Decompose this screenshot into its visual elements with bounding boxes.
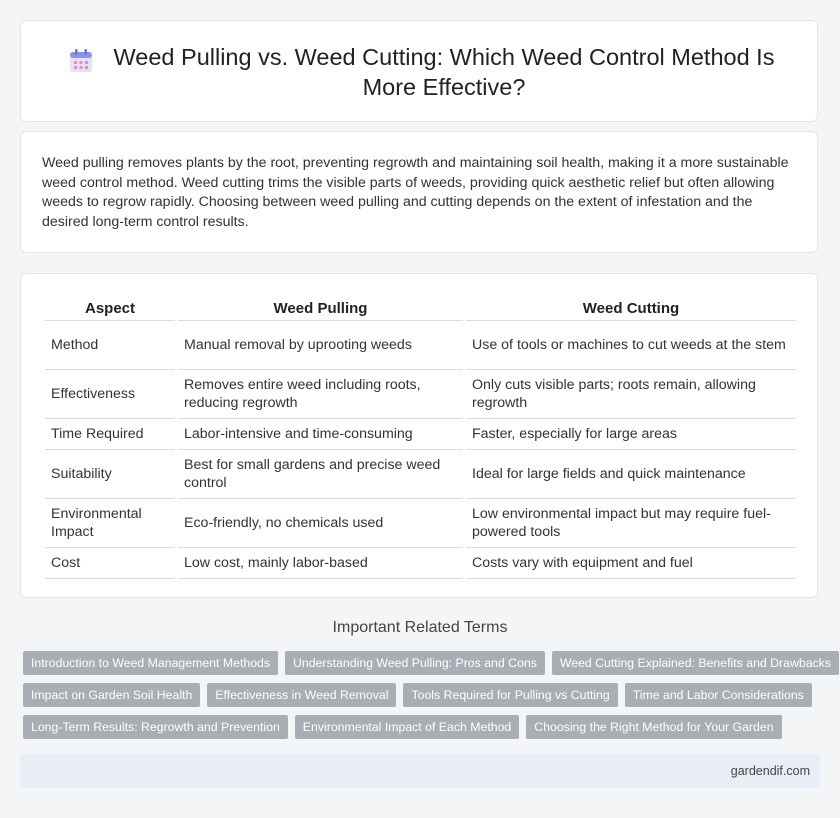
table-row [45,321,796,370]
cell-cutting: Low environmental impact but may require fuel-powered tools [466,499,796,548]
cell-aspect: Time Required [45,419,175,450]
cell-aspect: Method [45,321,175,370]
header-weed-cutting: Weed Cutting [466,296,796,321]
related-term-tag[interactable]: Impact on Garden Soil Health [23,683,200,707]
cell-pulling: Labor-intensive and time-consuming [178,419,463,450]
cell-cutting: Only cuts visible parts; roots remain, allowing regrowth [466,370,796,419]
related-terms-heading: Important Related Terms [332,619,508,636]
cell-cutting: Costs vary with equipment and fuel [466,548,796,579]
title-card [20,20,818,122]
cell-cutting: Ideal for large fields and quick maintenance [466,450,796,499]
related-term-tag[interactable]: Effectiveness in Weed Removal [207,683,396,707]
cell-aspect: Suitability [45,450,175,499]
cell-aspect: Cost [45,548,175,579]
cell-pulling: Low cost, mainly labor-based [178,548,463,579]
header-weed-pulling: Weed Pulling [178,296,463,321]
cell-pulling: Eco-friendly, no chemicals used [178,499,463,548]
related-term-tag[interactable]: Time and Labor Considerations [625,683,812,707]
related-term-tag[interactable]: Choosing the Right Method for Your Garden [526,715,781,739]
cell-pulling: Manual removal by uprooting weeds [178,321,463,370]
related-term-tag[interactable]: Introduction to Weed Management Methods [23,651,278,675]
table-row [45,370,796,419]
cell-cutting: Use of tools or machines to cut weeds at the stem [466,321,796,370]
related-term-tag[interactable]: Weed Cutting Explained: Benefits and Drawbacks [552,651,839,675]
cell-pulling: Best for small gardens and precise weed control [178,450,463,499]
footer-site-link[interactable]: gardendif.com [730,764,810,778]
cell-pulling: Removes entire weed including roots, reducing regrowth [178,370,463,419]
related-term-tag[interactable]: Environmental Impact of Each Method [295,715,519,739]
table-row [45,499,796,548]
table-row [45,548,796,579]
header-aspect: Aspect [45,296,175,321]
cell-cutting: Faster, especially for large areas [466,419,796,450]
comparison-table [42,296,799,579]
cell-aspect: Effectiveness [45,370,175,419]
intro-paragraph: Weed pulling removes plants by the root, preventing regrowth and maintaining soil health, making it a more sustainable weed control method. Weed cutting trims the visible parts of weeds, providing quick aesthetic relief but often allowing weeds to regrow rapidly. Choosing between weed pulling and cutting depends on the extent of infestation and the desired long-term control results. [42,155,789,230]
related-term-tag[interactable]: Tools Required for Pulling vs Cutting [403,683,617,707]
intro-card [20,131,818,253]
related-term-tag[interactable]: Understanding Weed Pulling: Pros and Cons [285,651,545,675]
table-row [45,419,796,450]
related-term-tag[interactable]: Long-Term Results: Regrowth and Prevention [23,715,288,739]
table-row [45,450,796,499]
cell-aspect: Environmental Impact [45,499,175,548]
page-title: Weed Pulling vs. Weed Cutting: Which Weed Control Method Is More Effective? [113,44,775,100]
footer [20,754,820,788]
related-terms-list [23,651,831,747]
comparison-table-card [20,273,818,598]
